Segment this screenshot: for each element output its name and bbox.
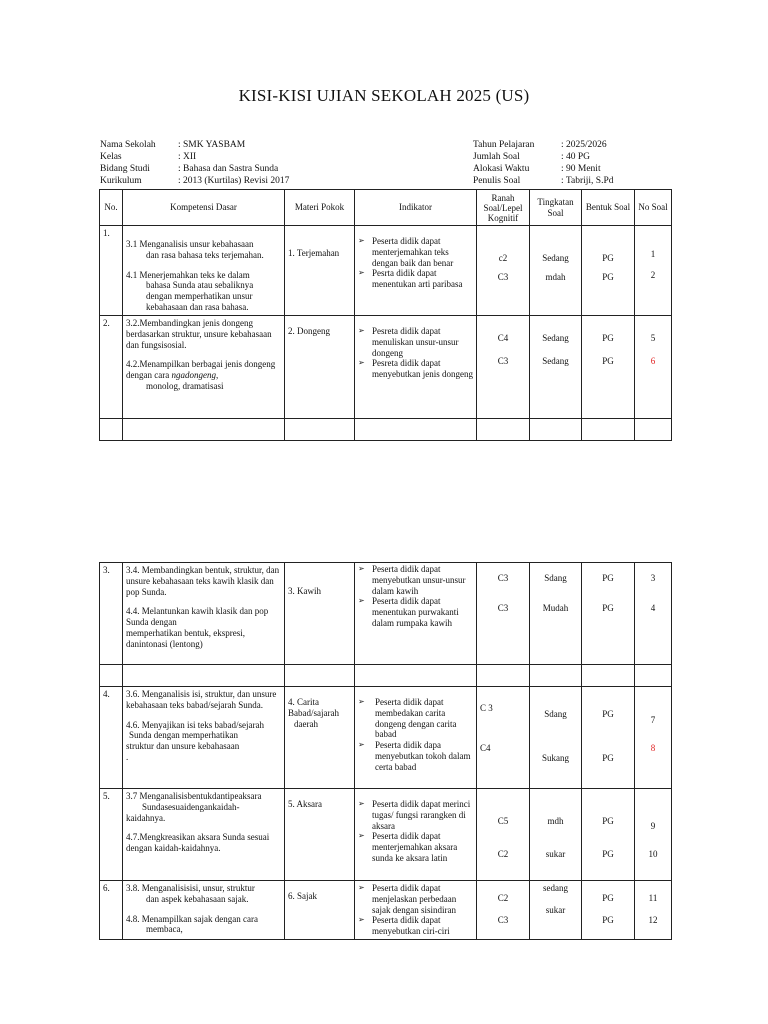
info-row-class: Kelas : XII [100,152,197,162]
row-indikator: ➢ Pesreta didik dapat menuliskan unsur-unsur dongeng ➢ Pesreta didik dapat menyebutkan jenis dongeng [355,316,477,419]
table-row [100,687,672,789]
table-row [100,881,672,940]
row-kd: 3.6. Menganalisis isi, struktur, dan unsure kebahasaan teks babad/sejarah Sunda. 4.6. Menyajikan isi teks babad/sejarah Sunda dengan memperhatikan struktur dan unsure kebahasaan . [123,687,285,789]
school-info-left [100,139,289,187]
header-tingkatan: Tingkatan Soal [530,190,582,226]
row-no: 5. [100,789,123,881]
info-row-year: Tahun Pelajaran : 2025/2026 [473,140,607,150]
row-ranah: C4 C3 [477,316,530,419]
row-nosoal: 1 2 [635,226,672,316]
table-row [100,563,672,665]
row-indikator: ➢ Peserta didik dapat menterjemahkan teks dengan baik dan benar ➢ Pesrta didik dapat menentukan arti paribasa [355,226,477,316]
row-indikator: ➢ Peserta didik dapat membedakan carita dongeng dengan carita babad ➢ Peserta didik dapa menyebutkan tokoh dalam certa babad [355,687,477,789]
row-tingkatan: Sdang Sukang [530,687,582,789]
table-row [100,316,672,419]
row-no: 1. [100,226,123,316]
row-no: 2. [100,316,123,419]
row-indikator: ➢ Peserta didik dapat menjelaskan perbedaan sajak dengan sisindiran ➢ Peserta didik dapat menyebutkan ciri-ciri [355,881,477,940]
row-kd: 3.1 Menganalisis unsur kebahasaan dan rasa bahasa teks terjemahan. 4.1 Menerjemahkan teks ke dalam bahasa Sunda atau sebaliknya dengan memperhatikan unsur kebahasaan dan rasa bahasa. [123,226,285,316]
row-bentuk: PG PG [582,563,635,665]
row-materi: 6. Sajak [285,881,355,940]
row-tingkatan: Sdang Mudah [530,563,582,665]
row-no: 3. [100,563,123,665]
row-ranah: C3 C3 [477,563,530,665]
header-materi: Materi Pokok [285,190,355,226]
table-row-empty [100,419,672,441]
row-ranah: C5 C2 [477,789,530,881]
row-nosoal: 3 4 [635,563,672,665]
row-bentuk: PG PG [582,687,635,789]
row-bentuk: PG PG [582,226,635,316]
table-row-empty [100,665,672,687]
header-nosoal: No Soal [635,190,672,226]
table-row [100,789,672,881]
row-bentuk: PG PG [582,316,635,419]
document-title: KISI-KISI UJIAN SEKOLAH 2025 (US) [238,86,530,105]
header-kd: Kompetensi Dasar [123,190,285,226]
row-indikator: ➢ Peserta didik dapat merinci tugas/ fungsi rarangken di aksara ➢ Peserta didik dapat menterjemahkan aksara sunda ke aksara latin [355,789,477,881]
row-tingkatan: sedang sukar [530,881,582,940]
info-row-question-count: Jumlah Soal : 40 PG [473,152,591,162]
row-nosoal: 5 6 [635,316,672,419]
row-tingkatan: mdh sukar [530,789,582,881]
table-header-row [100,190,672,226]
info-row-subject: Bidang Studi : Bahasa dan Sastra Sunda [100,164,279,174]
row-indikator: ➢ Peserta didik dapat menyebutkan unsur-unsur dalam kawih ➢ Peserta didik dapat menentukan purwakanti dalam rumpaka kawih [355,563,477,665]
row-bentuk: PG PG [582,789,635,881]
header-ranah: Ranah Soal/Lepel Kognitif [477,190,530,226]
grid-table-bottom [99,562,672,940]
row-ranah: c2 C3 [477,226,530,316]
row-bentuk: PG PG [582,881,635,940]
grid-table-top [99,189,672,441]
school-info-right [473,139,613,187]
row-nosoal: 11 12 [635,881,672,940]
header-no: No. [100,190,123,226]
info-row-time: Alokasi Waktu : 90 Menit [473,164,601,174]
info-row-author: Penulis Soal : Tabriji, S.Pd [473,176,614,186]
row-kd: 3.2.Membandingkan jenis dongeng berdasarkan struktur, unsure kebahasaan dan fungsisosial. 4.2.Menampilkan berbagai jenis dongeng dengan cara ngadongeng, monolog, dramatisasi [123,316,285,419]
row-ranah: C 3 C4 [477,687,530,789]
row-tingkatan: Sedang Sedang [530,316,582,419]
row-no: 6. [100,881,123,940]
info-row-curriculum: Kurikulum : 2013 (Kurtilas) Revisi 2017 [100,176,290,186]
info-row-school: Nama Sekolah : SMK YASBAM [100,140,246,150]
row-kd: 3.8. Menganalisisisi, unsur, struktur dan aspek kebahasaan sajak. 4.8. Menampilkan sajak dengan cara membaca, [123,881,285,940]
row-materi: 2. Dongeng [285,316,355,419]
row-materi: 3. Kawih [285,563,355,665]
row-nosoal: 9 10 [635,789,672,881]
row-ranah: C2 C3 [477,881,530,940]
row-kd: 3.4. Membandingkan bentuk, struktur, dan unsure kebahasaan teks kawih klasik dan pop Sunda. 4.4. Melantunkan kawih klasik dan pop Sunda dengan memperhatikan bentuk, ekspresi, danintonasi (lentong) [123,563,285,665]
table-row [100,226,672,316]
row-tingkatan: Sedang mdah [530,226,582,316]
header-bentuk: Bentuk Soal [582,190,635,226]
row-nosoal: 7 8 [635,687,672,789]
row-no: 4. [100,687,123,789]
row-materi: 1. Terjemahan [285,226,355,316]
row-materi: 5. Aksara [285,789,355,881]
row-materi: 4. Carita Babad/sajarah daerah [285,687,355,789]
row-kd: 3.7 Menganalisisbentukdantipeaksara Sundasesuaidengankaidah- kaidahnya. 4.7.Mengkreasikan aksara Sunda sesuai dengan kaidah-kaidahnya. [123,789,285,881]
header-indikator: Indikator [355,190,477,226]
